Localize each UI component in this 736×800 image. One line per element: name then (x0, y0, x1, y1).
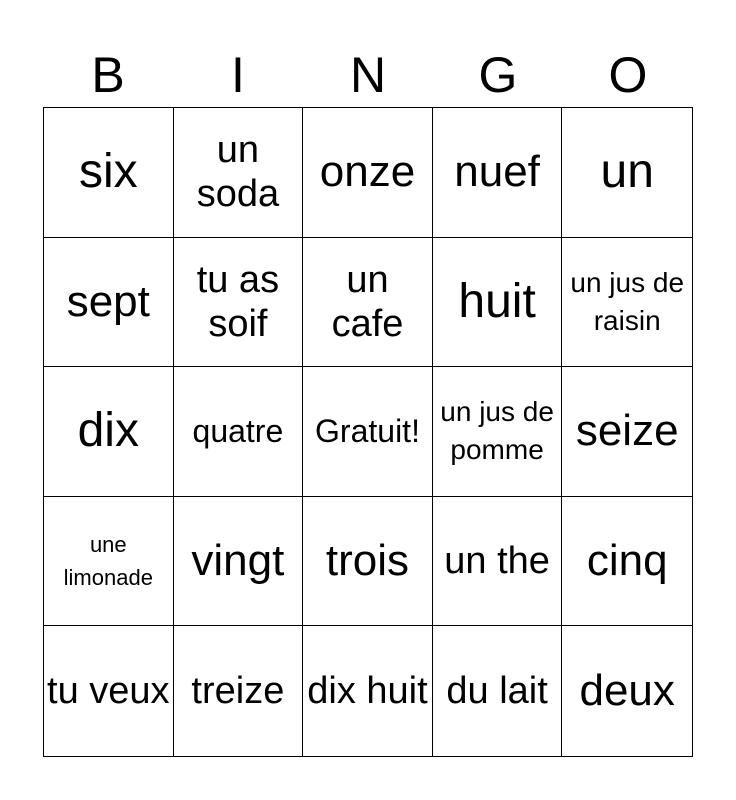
cell-label: quatre (192, 413, 284, 450)
bingo-header (43, 42, 693, 108)
bingo-cell[interactable] (174, 367, 304, 497)
header-letter-o: O (608, 47, 648, 103)
bingo-cell[interactable] (303, 367, 433, 497)
cell-label: seize (575, 406, 679, 456)
bingo-cell[interactable] (174, 238, 304, 368)
cell-label: un soda (196, 129, 280, 216)
bingo-cell[interactable] (303, 108, 433, 238)
cell-label: un the (444, 540, 550, 583)
bingo-cell[interactable] (303, 626, 433, 756)
bingo-board (43, 107, 693, 757)
cell-label: du lait (446, 670, 548, 713)
header-letter-b: B (91, 47, 125, 103)
bingo-cell[interactable] (44, 238, 174, 368)
cell-label: Gratuit! (315, 413, 420, 450)
bingo-cell[interactable] (562, 238, 692, 368)
header-letter-i: I (231, 47, 245, 103)
bingo-cell[interactable] (433, 497, 563, 627)
bingo-cell[interactable] (174, 497, 304, 627)
cell-label: treize (191, 670, 285, 713)
bingo-cell[interactable] (174, 108, 304, 238)
bingo-cell[interactable] (433, 626, 563, 756)
cell-label: trois (325, 536, 410, 586)
bingo-cell[interactable] (433, 238, 563, 368)
header-letter-n: N (349, 47, 387, 103)
bingo-cell[interactable] (562, 108, 692, 238)
bingo-cell[interactable] (303, 238, 433, 368)
cell-label: cinq (586, 536, 668, 586)
cell-label: un cafe (331, 258, 404, 345)
cell-label: nuef (454, 147, 540, 197)
bingo-cell[interactable] (174, 626, 304, 756)
cell-label: un jus de pomme (440, 396, 554, 466)
cell-label: onze (319, 147, 416, 197)
bingo-cell[interactable] (562, 367, 692, 497)
bingo-cell[interactable] (44, 108, 174, 238)
cell-label: dix (77, 404, 139, 458)
bingo-cell[interactable] (562, 626, 692, 756)
cell-label: un (600, 145, 654, 199)
cell-label: un jus de raisin (570, 266, 685, 336)
cell-label: une limonade (63, 532, 153, 591)
bingo-cell[interactable] (44, 497, 174, 627)
cell-label: huit (458, 274, 536, 328)
cell-label: vingt (191, 536, 285, 586)
bingo-cell[interactable] (433, 108, 563, 238)
bingo-cell[interactable] (44, 367, 174, 497)
cell-label: tu veux (47, 670, 170, 713)
cell-label: tu as soif (196, 258, 280, 345)
cell-label: sept (66, 276, 150, 326)
bingo-cell[interactable] (44, 626, 174, 756)
cell-label: six (78, 145, 138, 199)
header-letter-g: G (478, 47, 518, 103)
bingo-cell[interactable] (433, 367, 563, 497)
bingo-cell[interactable] (303, 497, 433, 627)
cell-label: dix huit (307, 670, 428, 713)
cell-label: deux (579, 666, 675, 716)
bingo-cell[interactable] (562, 497, 692, 627)
